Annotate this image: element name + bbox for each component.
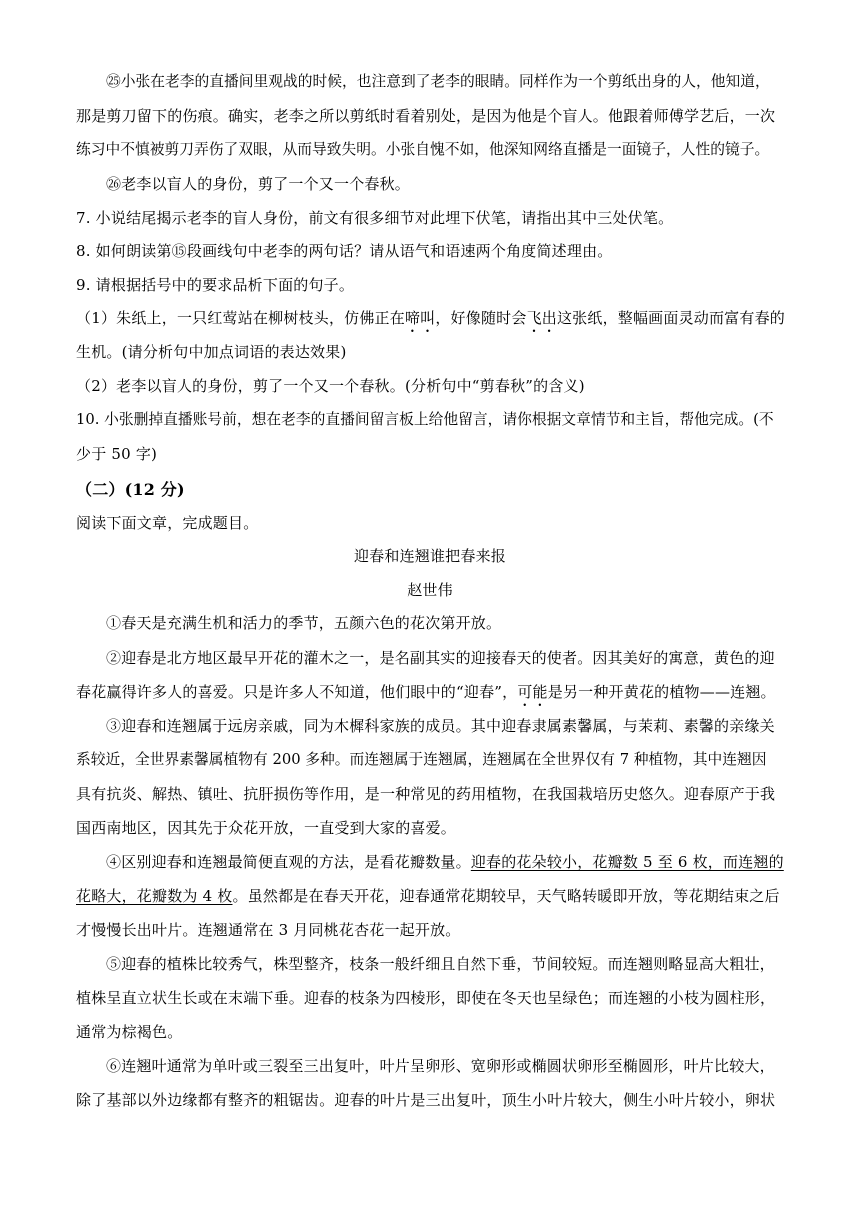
paragraph-4-line-2: [76, 886, 786, 906]
paragraph-26: ㉖老李以盲人的身份，剪了一个又一个春秋。: [106, 175, 411, 193]
paragraph-25-line-2: 那是剪刀留下的伤痕。确实，老李之所以剪纸时看着别处，是因为他是个盲人。他跟着师傅学艺后，一次: [76, 107, 776, 125]
paragraph-4-line-1: [106, 852, 786, 872]
article-title: 迎春和连翘谁把春来报: [353, 547, 506, 565]
p2-text-a: 春花赢得许多人的喜爱。只是许多人不知道，他们眼中的“迎春”，: [76, 683, 518, 701]
paragraph-2-line-2: [76, 682, 786, 710]
paragraph-3-line-3: 具有抗炎、解热、镇吐、抗肝损伤等作用，是一种常见的药用植物，在我国栽培历史悠久。迎春原产于我: [76, 785, 776, 803]
question-10-line-2: 少于 50 字): [76, 445, 158, 463]
paragraph-25-line-3: 练习中不慎被剪刀弄伤了双眼，从而导致失明。小张自愧不如，他深知网络直播是一面镜子，人性的镜子。: [76, 141, 770, 158]
paragraph-6-line-2: 除了基部以外边缘都有整齐的粗锯齿。迎春的叶片是三出复叶，顶生小叶片较大，侧生小叶片较小，卵状: [76, 1091, 776, 1109]
dotted-word-1: 啼叫: [404, 309, 436, 327]
paragraph-6-line-1: ⑥连翘叶通常为单叶或三裂至三出复叶，叶片呈卵形、宽卵形或椭圆状卵形至椭圆形，叶片比较大，: [106, 1057, 775, 1075]
article-author: 赵世伟: [407, 581, 453, 599]
section-instruction: 阅读下面文章，完成题目。: [76, 514, 259, 532]
p4-text-b: 。虽然都是在春天开花，迎春通常花期较早，天气略转暖即开放，等花期结束之后: [232, 887, 780, 905]
question-8: 8. 如何朗读第⑮段画线句中老李的两句话？请从语气和语速两个角度简述理由。: [76, 242, 613, 260]
question-7: 7. 小说结尾揭示老李的盲人身份，前文有很多细节对此埋下伏笔，请指出其中三处伏笔。: [76, 209, 674, 227]
question-9-1-line-1: [76, 308, 786, 336]
paragraph-2-line-1: ②迎春是北方地区最早开花的灌木之一，是名副其实的迎接春天的使者。因其美好的寓意，黄色的迎: [106, 649, 775, 667]
section-heading: （二）(12 分): [76, 480, 185, 499]
paragraph-1: ①春天是充满生机和活力的季节，五颜六色的花次第开放。: [106, 614, 502, 632]
question-10-line-1: 10. 小张删掉直播账号前，想在老李的直播间留言板上给他留言，请你根据文章情节和主旨，帮他完成。(不: [76, 411, 774, 428]
paragraph-3-line-2: 系较近，全世界素馨属植物有 200 多种。而连翘属于连翘属，连翘属在全世界仅有 7 种植物，其中连翘因: [76, 751, 767, 768]
paragraph-25-line-1: ㉕小张在老李的直播间里观战的时候，也注意到了老李的眼睛。同样作为一个剪纸出身的人，他知道，: [106, 73, 770, 90]
question-9-2: （2）老李以盲人的身份，剪了一个又一个春秋。(分析句中“剪春秋”的含义): [76, 377, 585, 395]
paragraph-5-line-2: 植株呈直立状生长或在末端下垂。迎春的枝条为四棱形，即使在冬天也呈绿色；而连翘的小枝为圆柱形，: [76, 989, 776, 1007]
paragraph-3-line-4: 国西南地区，因其先于众花开放，一直受到大家的喜爱。: [76, 819, 457, 837]
question-9: 9. 请根据括号中的要求品析下面的句子。: [76, 276, 355, 294]
q9-1-text-a: （1）朱纸上，一只红莺站在柳树枝头，仿佛正在: [76, 309, 405, 327]
question-9-1-line-2: 生机。(请分析句中加点词语的表达效果): [76, 343, 347, 361]
dotted-word-2: 飞出: [526, 309, 557, 327]
underlined-sentence-part-2: 花略大，花瓣数为 4 枚: [76, 887, 233, 905]
p4-text-a: ④区别迎春和连翘最简便直观的方法，是看花瓣数量。: [106, 853, 471, 871]
underlined-sentence-part-1: 迎春的花朵较小，花瓣数 5 至 6 枚，而连翘的: [470, 853, 784, 871]
paragraph-3-line-1: ③迎春和连翘属于远房亲戚，同为木樨科家族的成员。其中迎春隶属素馨属，与茉莉、素馨的亲缘关: [106, 717, 775, 735]
q9-1-text-b: ，好像随时会: [435, 309, 527, 327]
p2-text-b: 是另一种开黄花的植物——连翘。: [547, 683, 776, 701]
q9-1-text-c: 这张纸，整幅画面灵动而富有春的: [556, 309, 785, 327]
paragraph-4-line-3: 才慢慢长出叶片。连翘通常在 3 月同桃花杏花一起开放。: [76, 921, 461, 939]
dotted-word-3: 可能: [517, 683, 548, 701]
paragraph-5-line-3: 通常为棕褐色。: [76, 1023, 183, 1041]
paragraph-5-line-1: ⑤迎春的植株比较秀气，株型整齐，枝条一般纤细且自然下垂，节间较短。而连翘则略显高大粗壮，: [106, 955, 775, 973]
